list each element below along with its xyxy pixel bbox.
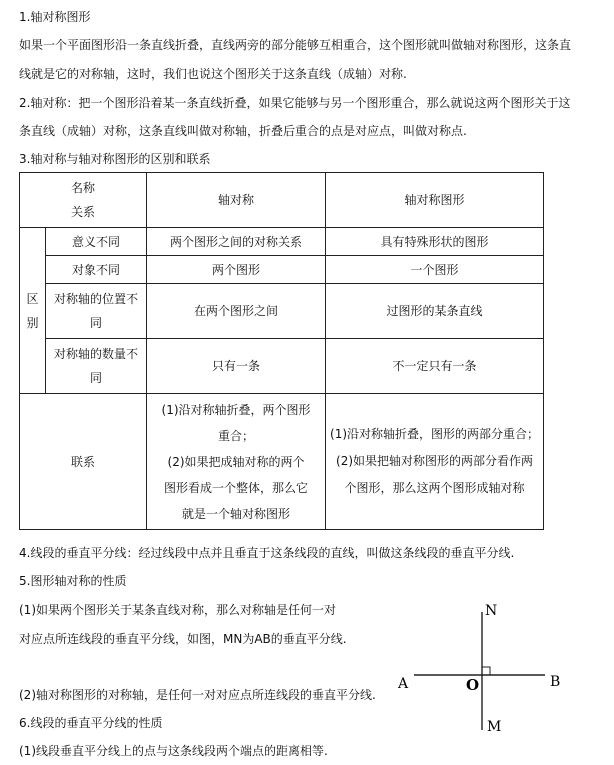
table-cell: 在两个图形之间 [147,284,326,339]
table-cell: 两个图形之间的对称关系 [147,228,326,256]
table-group-label-char2: 别 [26,315,39,330]
table-row-label [46,339,147,394]
table-corner-cell [20,173,147,228]
label-m: M [487,719,502,735]
table-cell: 具有特殊形状的图形 [326,228,544,256]
table-row-label-line1: 对称轴的位置不 [54,292,139,306]
section6-heading: 6.线段的垂直平分线的性质 [19,716,163,730]
comparison-table [19,172,544,530]
section1-text-line1: 如果一个平面图形沿一条直线折叠，直线两旁的部分能够互相重合，这个图形就叫做轴对称图形，这条直 [19,38,572,52]
table-row-label [46,284,147,339]
table-link-cell-axial-symmetry [147,394,326,530]
table-link-row [20,394,544,530]
table-corner-bottom: 关系 [71,205,96,219]
table-row-label-line2: 同 [90,316,103,330]
perpendicular-bisector-diagram [390,598,580,738]
table-link-cell-axisymmetric-figure [326,394,544,530]
label-n: N [485,603,498,619]
section5-p1-line1: (1)如果两个图形关于某条直线对称，那么对称轴是任何一对 [19,603,337,617]
table-link-line: (1)沿对称轴折叠，两个图形 [161,402,311,417]
section2-text-line2: 条直线（成轴）对称，这条直线叫做对称轴，折叠后重合的点是对应点，叫做对称点. [19,124,467,138]
table-link-line: 图形看成一个整体，那么它 [164,480,309,495]
table-row [20,256,544,284]
table-cell: 过图形的某条直线 [326,284,544,339]
table-corner-top: 名称 [71,181,96,195]
table-link-line: 个图形，那么这两个图形成轴对称 [344,481,525,495]
label-o: O [466,676,480,694]
table-link-line: 就是一个轴对称图形 [182,506,291,521]
table-row [20,339,544,394]
label-a: A [398,676,409,692]
table-link-line: (2)如果把轴对称图形的两部分看作两 [336,454,534,468]
table-group-label [20,228,46,394]
table-link-label: 联系 [20,394,147,530]
table-cell: 一个图形 [326,256,544,284]
section1-text-line2: 线就是它的对称轴，这时，我们也说这个图形关于这条直线（成轴）对称. [19,67,407,81]
section5-p1-line2: 对应点所连线段的垂直平分线，如图，MN为AB的垂直平分线. [19,632,347,646]
table-group-label-char1: 区 [26,291,39,306]
section1-heading: 1.轴对称图形 [19,10,91,24]
table-row-label: 意义不同 [46,228,147,256]
section3-heading: 3.轴对称与轴对称图形的区别和联系 [19,152,211,166]
table-cell: 只有一条 [147,339,326,394]
table-row [20,228,544,256]
table-cell: 不一定只有一条 [326,339,544,394]
table-row [20,284,544,339]
table-link-line: 重合； [218,428,255,443]
table-link-line: (1)沿对称轴折叠，图形的两部分重合； [330,427,540,441]
section5-heading: 5.图形轴对称的性质 [19,574,127,588]
table-link-line: (2)如果把成轴对称的两个 [167,454,305,469]
right-angle-mark [482,667,490,675]
label-b: B [550,674,561,690]
section2-text-line1: 2.轴对称：把一个图形沿着某一条直线折叠，如果它能够与另一个图形重合，那么就说这两个图形关于这 [19,96,571,110]
table-row-label-line1: 对称轴的数量不 [54,347,139,361]
section6-p1: (1)线段垂直平分线上的点与这条线段两个端点的距离相等. [19,744,328,758]
table-row-label-line2: 同 [90,371,103,385]
table-cell: 两个图形 [147,256,326,284]
table-col-header-axisymmetric-figure: 轴对称图形 [326,173,544,228]
table-row-label: 对象不同 [46,256,147,284]
table-col-header-axial-symmetry: 轴对称 [147,173,326,228]
section4-text: 4.线段的垂直平分线：经过线段中点并且垂直于这条线段的直线，叫做这条线段的垂直平分线. [19,546,515,560]
section5-p2: (2)轴对称图形的对称轴，是任何一对对应点所连线段的垂直平分线. [19,688,376,702]
table-header-row [20,173,544,228]
